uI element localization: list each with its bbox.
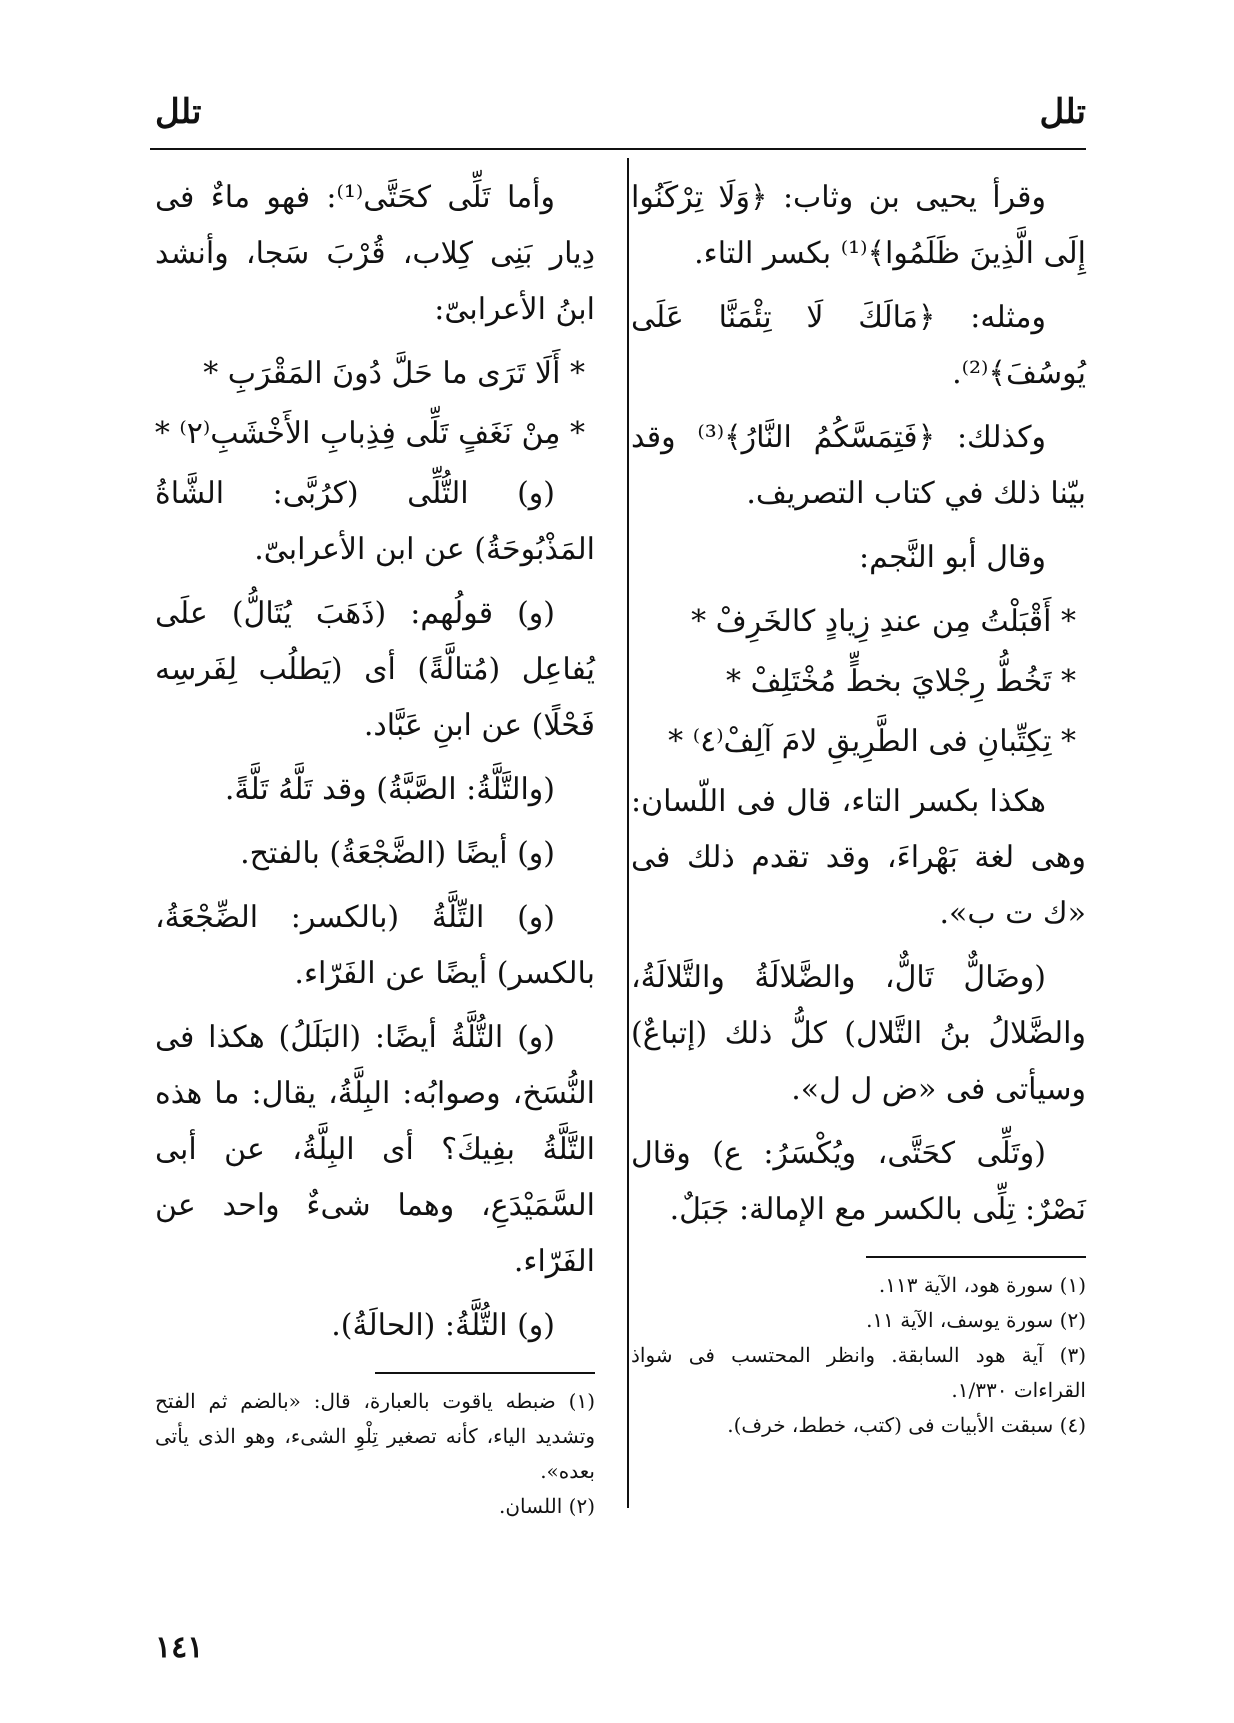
footnote: (٤) سبقت الأبيات فى (كتب، خطط، خرف). bbox=[727, 1412, 1086, 1437]
paragraph: (و) التُّلَّةُ أيضًا: (البَلَلُ) هكذا فى النُّسَخ، وصوابُه: البِلَّةُ، يقال: ما هذه التَّلَّةُ بفِيكَ؟ أى البِلَّةُ، عن أبى السَّمَيْدَعِ، وهما شىءٌ واحد عن الفَرّاء. bbox=[155, 1020, 595, 1279]
verse-line: * تَخُطُّ رِجْلايَ بخطٍّ مُخْتَلِفْ * bbox=[726, 664, 1076, 699]
paragraph: وكذلك: ﴿فَتِمَسَّكُمُ النَّارُ﴾⁽³⁾ وقد بيّنا ذلك في كتاب التصريف. bbox=[631, 420, 1086, 511]
right-column bbox=[631, 170, 1086, 1443]
paragraph: وقرأ يحيى بن وثاب: ﴿وَلَا تِرْكَنُوا إِلَى الَّذِينَ ظَلَمُوا﴾⁽¹⁾ بكسر التاء. bbox=[631, 180, 1086, 271]
header-title-right: تلل bbox=[1039, 92, 1086, 132]
paragraph: (و) التُّلَّةُ: (الحالَةُ). bbox=[331, 1308, 555, 1343]
footnote: (٢) سورة يوسف، الآية ١١. bbox=[866, 1307, 1086, 1332]
footnote: (١) سورة هود، الآية ١١٣. bbox=[878, 1272, 1086, 1297]
paragraph: (والتَّلَّةُ: الصَّبَّةُ) وقد تَلَّهُ تَلَّةً. bbox=[224, 772, 555, 807]
paragraph: (و) أيضًا (الضَّجْعَةُ) بالفتح. bbox=[240, 836, 555, 871]
verse-line: * تِكِتِّبانِ فى الطَّرِيقِ لامَ آلِفْ⁽٤⁾ * bbox=[668, 724, 1076, 759]
header-rule bbox=[150, 148, 1086, 150]
page-number: ١٤١ bbox=[155, 1630, 204, 1665]
paragraph: (وضَالٌّ تَالٌّ، والضَّلالَةُ والتَّلالَةُ، والضَّلالُ بنُ التَّلال) كلُّ ذلك (إتباعٌ) وسيأتى فى «ض ل ل». bbox=[631, 960, 1086, 1107]
paragraph: (و) التُّلِّى (كرُبَّى: الشَّاةُ المَذْبُوحَةُ) عن ابن الأعرابىّ. bbox=[155, 476, 595, 567]
footnote: (٢) اللسان. bbox=[499, 1493, 595, 1518]
verse-line: * أَلَا تَرَى ما حَلَّ دُونَ المَقْرَبِ * bbox=[203, 356, 585, 391]
paragraph: (و) التِّلَّةُ (بالكسر: الضِّجْعَةُ، بالكسر) أيضًا عن الفَرّاء. bbox=[155, 900, 595, 991]
verse-line: * أَقْبَلْتُ مِن عندِ زِيادٍ كالخَرِفْ * bbox=[691, 604, 1076, 639]
footnote: (٣) آية هود السابقة. وانظر المحتسب فى شواذ القراءات ١/٣٣٠. bbox=[631, 1342, 1086, 1402]
paragraph: (و) قولُهم: (ذَهَبَ يُتَالُّ) علَى يُفاعِل (مُتالَّةً) أى (يَطلُب لِفَرسِه فَحْلًا) عن ابنِ عَبَّاد. bbox=[155, 596, 595, 743]
paragraph: (وتَلِّى كحَتَّى، ويُكْسَرُ: ع) وقال نَصْرٌ: تِلِّى بالكسر مع الإمالة: جَبَلٌ. bbox=[631, 1136, 1086, 1227]
footnote: (١) ضبطه ياقوت بالعبارة، قال: «بالضم ثم الفتح وتشديد الياء، كأنه تصغير تِلْوِ الشىء، وهو الذى يأتى بعده». bbox=[155, 1388, 595, 1483]
paragraph: ومثله: ﴿مَالَكَ لَا تِئْمَنَّا عَلَى يُوسُفَ﴾⁽²⁾. bbox=[631, 300, 1086, 391]
column-divider bbox=[627, 158, 629, 1508]
header-title-left: تلل bbox=[155, 92, 202, 132]
footnote-rule bbox=[375, 1372, 595, 1374]
footnote-rule bbox=[866, 1256, 1086, 1258]
paragraph: هكذا بكسر التاء، قال فى اللّسان: وهى لغة بَهْراءَ، وقد تقدم ذلك فى «ك ت ب». bbox=[631, 784, 1086, 931]
left-column bbox=[155, 170, 595, 1524]
paragraph: وأما تَلِّى كحَتَّى⁽¹⁾: فهو ماءٌ فى دِيار بَنِى كِلاب، قُرْبَ سَجا، وأنشد ابنُ الأعرابىّ: bbox=[155, 180, 595, 327]
paragraph: وقال أبو النَّجم: bbox=[859, 540, 1046, 575]
verse-line: * مِنْ نَغَفٍ تَلِّى فِذِبابِ الأَخْشَبِ⁽٢⁾ * bbox=[154, 416, 585, 451]
